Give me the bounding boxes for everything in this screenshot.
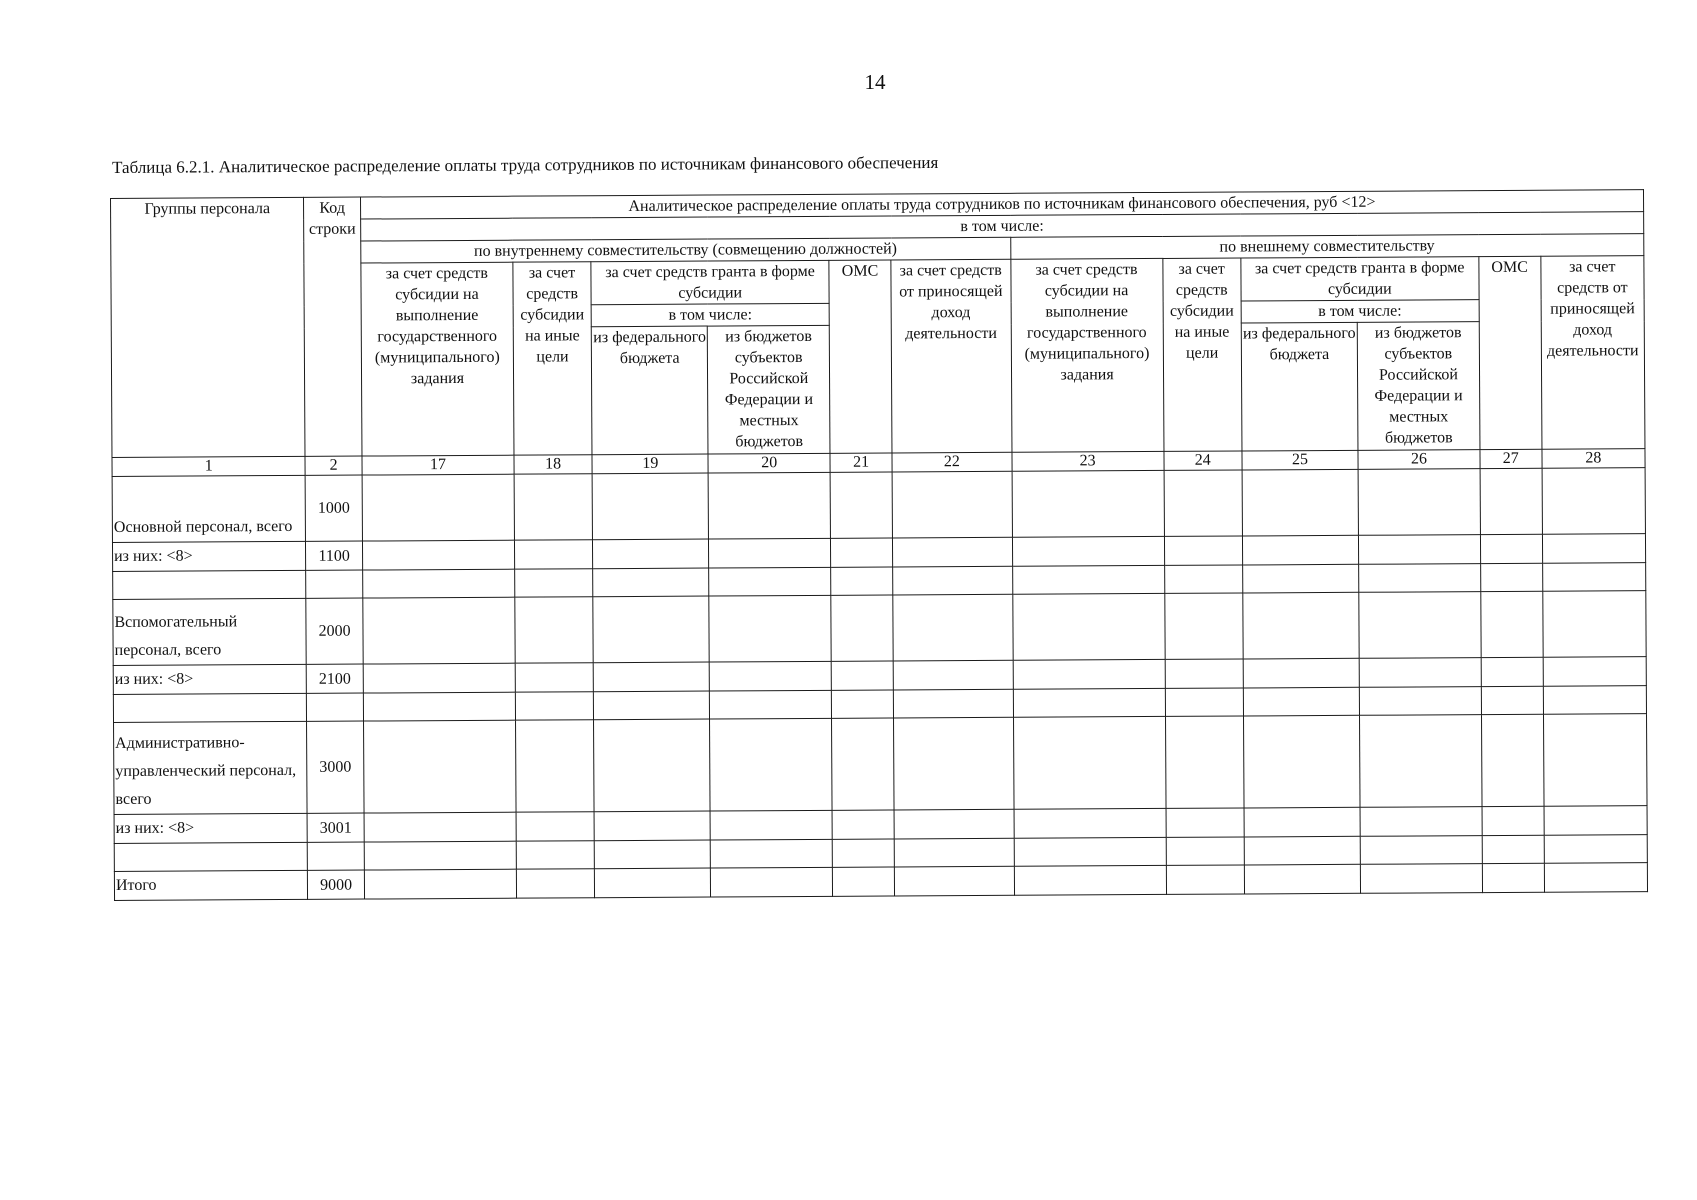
- header-code: Код строки: [304, 197, 362, 456]
- row-code: 2000: [306, 598, 363, 664]
- data-cell: [1358, 469, 1480, 536]
- header-internal-grant-including: в том числе:: [591, 303, 829, 326]
- row-code: [307, 693, 364, 721]
- data-cell: [894, 838, 1014, 867]
- column-number: 22: [892, 452, 1012, 472]
- data-cell: [709, 472, 831, 539]
- data-cell: [593, 539, 709, 569]
- row-label: Вспомогательный персонал, всего: [113, 598, 307, 665]
- data-cell: [1242, 564, 1358, 593]
- data-cell: [1013, 688, 1165, 717]
- data-cell: [595, 868, 711, 898]
- row-code: 2100: [307, 664, 364, 693]
- data-cell: [594, 811, 710, 841]
- header-external-subsidy-other: за счет средств субсидии на иные цели: [1162, 258, 1241, 451]
- data-cell: [709, 567, 831, 596]
- data-cell: [892, 471, 1012, 538]
- data-cell: [710, 661, 832, 691]
- column-number: 27: [1480, 449, 1542, 468]
- header-external-income: за счет средств от приносящей доход деятельности: [1541, 256, 1645, 450]
- data-cell: [364, 869, 516, 899]
- table-row: [112, 468, 1645, 543]
- row-code: 3001: [307, 813, 364, 842]
- header-internal-regional: из бюджетов субъектов Российской Федерации и местных бюджетов: [708, 325, 830, 454]
- data-cell: [710, 718, 832, 811]
- header-internal-subsidy-other: за счет средств субсидии на иные цели: [513, 262, 592, 455]
- data-cell: [363, 692, 515, 721]
- data-cell: [1543, 686, 1646, 715]
- data-cell: [1544, 806, 1647, 836]
- data-cell: [515, 569, 593, 597]
- data-cell: [362, 474, 514, 541]
- data-cell: [831, 595, 893, 661]
- data-cell: [363, 569, 515, 598]
- data-cell: [830, 472, 892, 538]
- data-cell: [515, 720, 594, 812]
- header-internal-federal: из федерального бюджета: [591, 326, 708, 455]
- header-external-subsidy-task: за счет средств субсидии на выполнение государственного (муниципального) задания: [1010, 258, 1163, 452]
- data-cell: [1164, 593, 1243, 659]
- data-cell: [894, 809, 1014, 839]
- data-cell: [831, 538, 893, 567]
- data-cell: [709, 538, 831, 568]
- data-cell: [1544, 863, 1647, 893]
- data-cell: [894, 717, 1014, 810]
- data-cell: [1480, 563, 1542, 591]
- data-cell: [1013, 716, 1166, 809]
- data-cell: [514, 474, 593, 540]
- data-cell: [709, 595, 831, 662]
- table-container: [110, 189, 1648, 901]
- data-cell: [1166, 837, 1244, 865]
- data-cell: [1242, 535, 1358, 565]
- data-cell: [516, 812, 594, 841]
- header-main: Аналитическое распределение оплаты труда сотрудников по источникам финансового обеспечения, руб <12>: [360, 190, 1643, 219]
- data-cell: [832, 718, 894, 810]
- data-cell: [362, 540, 514, 570]
- data-cell: [515, 692, 593, 720]
- data-cell: [1165, 688, 1243, 716]
- data-cell: [1360, 864, 1482, 894]
- table-row: [113, 591, 1646, 666]
- header-external: по внешнему совместительству: [1010, 234, 1644, 260]
- data-cell: [711, 839, 833, 868]
- column-number: 19: [592, 454, 708, 474]
- data-cell: [1242, 469, 1359, 536]
- data-cell: [1165, 659, 1243, 688]
- data-cell: [593, 662, 709, 692]
- header-internal-grant: за счет средств гранта в форме субсидии: [591, 260, 829, 304]
- data-cell: [1165, 716, 1244, 808]
- data-cell: [1542, 591, 1646, 658]
- data-cell: [1360, 715, 1482, 808]
- data-cell: [1243, 687, 1359, 716]
- data-cell: [1359, 592, 1481, 659]
- data-cell: [363, 663, 515, 693]
- column-number: 26: [1358, 450, 1480, 470]
- header-internal: по внутреннему совместительству (совмещению должностей): [361, 237, 1011, 263]
- data-cell: [514, 540, 592, 569]
- data-cell: [1359, 564, 1481, 593]
- data-cell: [1482, 863, 1544, 892]
- data-cell: [1166, 865, 1244, 894]
- row-code: [308, 842, 365, 870]
- row-label: Итого: [114, 870, 308, 900]
- row-label: из них: <8>: [112, 541, 306, 571]
- page-number: 14: [864, 70, 886, 94]
- header-groups: Группы персонала: [111, 197, 306, 457]
- data-cell: [594, 691, 710, 720]
- row-label: [113, 693, 307, 722]
- data-cell: [831, 567, 893, 595]
- data-cell: [594, 840, 710, 869]
- data-cell: [893, 566, 1013, 595]
- data-cell: [594, 719, 711, 812]
- column-number: 17: [362, 455, 514, 475]
- data-cell: [831, 661, 893, 690]
- column-number: 23: [1011, 451, 1163, 471]
- data-cell: [1360, 836, 1482, 865]
- data-cell: [364, 812, 516, 842]
- data-cell: [1164, 536, 1242, 565]
- header-external-oms: ОМС: [1479, 256, 1542, 449]
- data-cell: [363, 720, 516, 813]
- data-cell: [1359, 687, 1481, 716]
- column-number: 1: [112, 456, 305, 476]
- data-cell: [892, 537, 1012, 567]
- row-label: Основной персонал, всего: [112, 475, 306, 542]
- data-cell: [1244, 836, 1360, 865]
- data-cell: [1481, 714, 1543, 806]
- data-cell: [516, 869, 594, 898]
- column-number: 18: [514, 455, 592, 474]
- data-cell: [1012, 565, 1164, 594]
- data-cell: [1542, 468, 1646, 535]
- data-cell: [516, 841, 594, 869]
- data-cell: [1166, 808, 1244, 837]
- column-number: 2: [305, 456, 362, 475]
- header-internal-subsidy-task: за счет средств субсидии на выполнение государственного (муниципального) задания: [361, 262, 514, 456]
- data-cell: [1164, 470, 1243, 536]
- data-cell: [1014, 865, 1166, 895]
- data-cell: [1542, 534, 1645, 564]
- data-cell: [363, 597, 515, 664]
- data-cell: [1243, 592, 1360, 659]
- data-cell: [832, 839, 894, 867]
- column-number: 20: [708, 453, 830, 473]
- data-cell: [593, 568, 709, 597]
- data-cell: [832, 867, 894, 896]
- data-cell: [1012, 470, 1164, 537]
- data-cell: [893, 594, 1013, 661]
- data-cell: [1542, 563, 1645, 592]
- data-cell: [1359, 535, 1481, 565]
- data-cell: [710, 690, 832, 719]
- row-code: 1100: [306, 541, 363, 570]
- column-number: 25: [1242, 450, 1358, 470]
- row-label: [113, 570, 307, 599]
- payroll-distribution-table: [110, 189, 1648, 901]
- row-label: из них: <8>: [113, 664, 307, 694]
- header-internal-oms: ОМС: [829, 260, 892, 453]
- data-cell: [515, 663, 593, 692]
- column-number: 21: [830, 453, 892, 472]
- data-cell: [893, 660, 1013, 690]
- row-code: 1000: [305, 475, 362, 541]
- data-cell: [1164, 565, 1242, 593]
- row-code: 3000: [307, 721, 364, 813]
- column-number: 24: [1164, 451, 1242, 470]
- row-label: из них: <8>: [114, 813, 308, 843]
- data-cell: [1012, 536, 1164, 566]
- row-label: Административно-управленческий персонал, всего: [114, 721, 308, 814]
- header-external-regional: из бюджетов субъектов Российской Федерации и местных бюджетов: [1357, 322, 1479, 451]
- data-cell: [1243, 658, 1359, 688]
- data-cell: [1359, 658, 1481, 688]
- data-cell: [1244, 807, 1360, 837]
- data-cell: [1481, 686, 1543, 714]
- column-number: 28: [1542, 449, 1645, 469]
- data-cell: [711, 867, 833, 897]
- row-code: [306, 570, 363, 598]
- data-cell: [364, 841, 516, 870]
- data-cell: [1481, 657, 1543, 686]
- data-cell: [1482, 835, 1544, 863]
- data-cell: [1543, 714, 1647, 807]
- data-cell: [1544, 835, 1647, 864]
- data-cell: [1243, 715, 1360, 808]
- data-cell: [592, 473, 709, 540]
- data-cell: [893, 689, 1013, 718]
- header-external-federal: из федерального бюджета: [1241, 322, 1358, 451]
- header-internal-income: за счет средств от приносящей доход деятельности: [891, 259, 1012, 453]
- data-cell: [1482, 806, 1544, 835]
- data-cell: [1013, 659, 1165, 689]
- table-title: Таблица 6.2.1. Аналитическое распределение оплаты труда сотрудников по источникам финансового обеспечения: [112, 152, 939, 177]
- header-external-grant: за счет средств гранта в форме субсидии: [1241, 257, 1479, 301]
- header-external-grant-including: в том числе:: [1241, 300, 1479, 323]
- header-including: в том числе:: [360, 212, 1643, 241]
- data-cell: [1480, 468, 1542, 534]
- row-code: 9000: [308, 870, 365, 899]
- data-cell: [1360, 807, 1482, 837]
- data-cell: [1481, 591, 1543, 657]
- data-cell: [1014, 808, 1166, 838]
- data-cell: [832, 810, 894, 839]
- data-cell: [831, 690, 893, 718]
- data-cell: [515, 597, 594, 663]
- data-cell: [710, 810, 832, 840]
- data-cell: [1244, 864, 1360, 894]
- data-cell: [894, 866, 1014, 896]
- data-cell: [1480, 534, 1542, 563]
- data-cell: [1012, 593, 1164, 660]
- data-cell: [1014, 837, 1166, 866]
- data-cell: [593, 596, 710, 663]
- data-cell: [1543, 657, 1646, 687]
- row-label: [114, 842, 308, 871]
- table-row: [114, 714, 1648, 815]
